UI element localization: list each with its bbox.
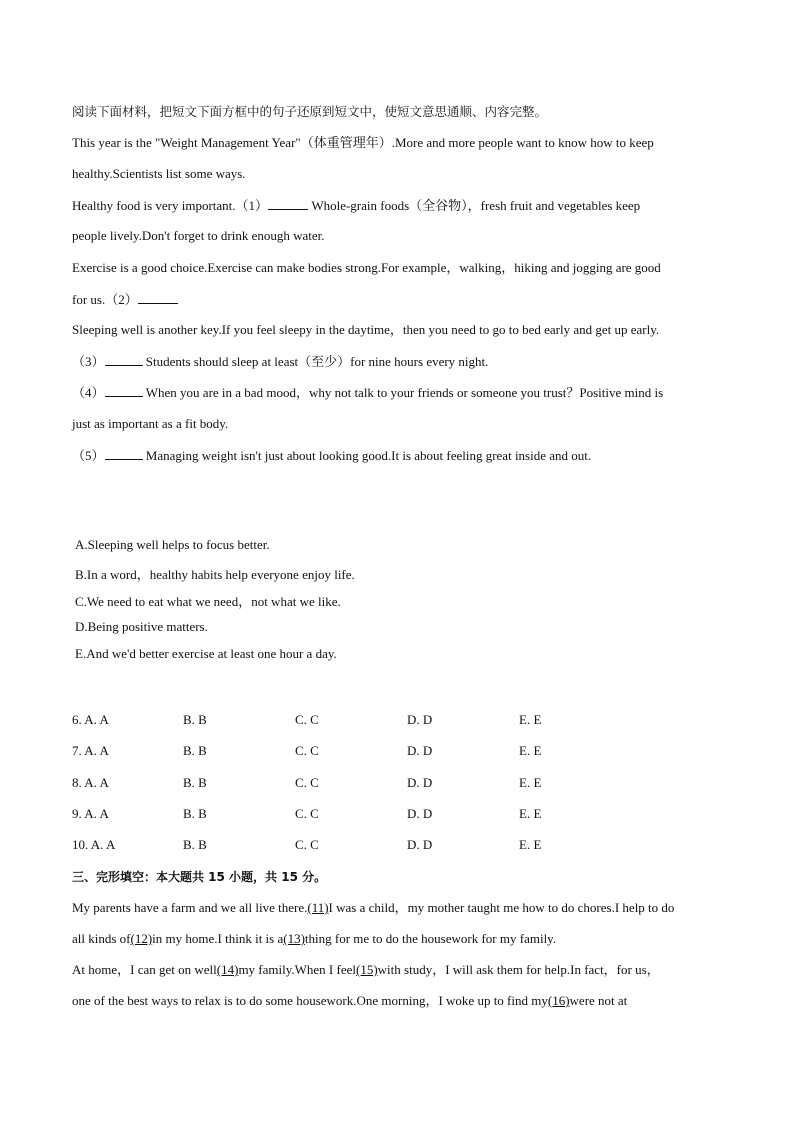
- choice-d[interactable]: D. D: [407, 775, 433, 790]
- passage-text: （5）: [72, 448, 105, 463]
- section-heading: 三、完形填空：本大题共 15 小题，共 15 分。: [72, 870, 327, 884]
- choice-e[interactable]: E. E: [519, 712, 542, 727]
- answer-row: [72, 743, 712, 759]
- passage-line: just as important as a fit body.: [72, 416, 229, 431]
- blank-number: (15): [356, 962, 378, 977]
- answer-row: [72, 712, 712, 728]
- passage-line: [72, 197, 640, 214]
- choice-b[interactable]: B. B: [183, 712, 207, 727]
- passage-text: （4）: [72, 385, 105, 400]
- choice-e[interactable]: E. E: [519, 806, 542, 821]
- choice-b[interactable]: B. B: [183, 806, 207, 821]
- choice-b[interactable]: B. B: [183, 775, 207, 790]
- blank-5: [105, 447, 143, 460]
- choice-c[interactable]: C. C: [295, 837, 319, 852]
- choice-b[interactable]: B. B: [183, 743, 207, 758]
- blank-2: [138, 291, 178, 304]
- cloze-line: [72, 962, 660, 978]
- option-d: D.Being positive matters.: [75, 619, 208, 634]
- answer-row: [72, 775, 712, 791]
- passage-text: When you are in a bad mood，why not talk to your friends or someone you trust？Positive mind is: [142, 385, 664, 400]
- passage-line: Sleeping well is another key.If you feel sleepy in the daytime，then you need to go to bed early and get up early.: [72, 322, 660, 337]
- blank-number: (16): [547, 993, 570, 1008]
- cloze-line: [72, 993, 627, 1009]
- passage-line: [72, 384, 663, 401]
- cloze-text: with study，I will ask them for help.In fact，for us，: [377, 962, 660, 977]
- cloze-line: [72, 900, 674, 916]
- cloze-text: At home，I can get on well: [72, 962, 217, 977]
- choice-a[interactable]: 10. A. A: [72, 837, 116, 852]
- blank-number: (13): [283, 931, 305, 946]
- choice-a[interactable]: 7. A. A: [72, 743, 109, 758]
- choice-c[interactable]: C. C: [295, 806, 319, 821]
- choice-e[interactable]: E. E: [519, 775, 542, 790]
- blank-number: (12): [130, 931, 153, 946]
- option-b: B.In a word，healthy habits help everyone enjoy life.: [75, 567, 355, 582]
- cloze-text: I was a child，my mother taught me how to do chores.I help to do: [328, 900, 675, 915]
- blank-number: (11): [307, 900, 329, 915]
- instruction: 阅读下面材料，把短文下面方框中的句子还原到短文中，使短文意思通顺、内容完整。: [72, 104, 548, 119]
- choice-a[interactable]: 8. A. A: [72, 775, 109, 790]
- choice-d[interactable]: D. D: [407, 743, 433, 758]
- passage-line: [72, 353, 488, 370]
- cloze-text: thing for me to do the housework for my family.: [304, 931, 557, 946]
- passage-text: Healthy food is very important.（1）: [72, 198, 269, 213]
- cloze-text: all kinds of: [72, 931, 131, 946]
- option-a: A.Sleeping well helps to focus better.: [75, 537, 270, 552]
- answer-row: [72, 806, 712, 822]
- choice-d[interactable]: D. D: [407, 712, 433, 727]
- passage-line: This year is the "Weight Management Year"（体重管理年）.More and more people want to know how to keep: [72, 135, 654, 150]
- passage-text: （3）: [72, 354, 105, 369]
- choice-c[interactable]: C. C: [295, 743, 319, 758]
- option-e: E.And we'd better exercise at least one hour a day.: [75, 646, 337, 661]
- option-c: C.We need to eat what we need，not what we like.: [75, 594, 341, 609]
- passage-text: Students should sleep at least（至少）for nine hours every night.: [142, 354, 489, 369]
- choice-a[interactable]: 6. A. A: [72, 712, 109, 727]
- passage-text: Whole-grain foods（全谷物），fresh fruit and vegetables keep: [308, 198, 641, 213]
- blank-4: [105, 384, 143, 397]
- passage-line: Exercise is a good choice.Exercise can make bodies strong.For example，walking，hiking and jogging are good: [72, 260, 661, 275]
- cloze-text: My parents have a farm and we all live there.: [72, 900, 308, 915]
- blank-number: (14): [216, 962, 239, 977]
- cloze-text: my family.When I feel: [238, 962, 356, 977]
- choice-d[interactable]: D. D: [407, 806, 433, 821]
- cloze-text: were not at: [569, 993, 628, 1008]
- cloze-text: in my home.I think it is a: [152, 931, 284, 946]
- blank-3: [105, 353, 143, 366]
- choice-c[interactable]: C. C: [295, 775, 319, 790]
- passage-line: people lively.Don't forget to drink enough water.: [72, 228, 325, 243]
- blank-1: [268, 197, 308, 210]
- choice-e[interactable]: E. E: [519, 743, 542, 758]
- choice-a[interactable]: 9. A. A: [72, 806, 109, 821]
- passage-line: healthy.Scientists list some ways.: [72, 166, 246, 181]
- passage-text: Managing weight isn't just about looking good.It is about feeling great inside and out.: [142, 448, 592, 463]
- passage-text: for us.（2）: [72, 292, 138, 307]
- cloze-line: [72, 931, 556, 947]
- choice-d[interactable]: D. D: [407, 837, 433, 852]
- passage-line: [72, 291, 178, 308]
- choice-c[interactable]: C. C: [295, 712, 319, 727]
- choice-b[interactable]: B. B: [183, 837, 207, 852]
- passage-line: [72, 447, 591, 464]
- cloze-text: one of the best ways to relax is to do some housework.One morning，I woke up to find my: [72, 993, 548, 1008]
- answer-row: [72, 837, 712, 853]
- choice-e[interactable]: E. E: [519, 837, 542, 852]
